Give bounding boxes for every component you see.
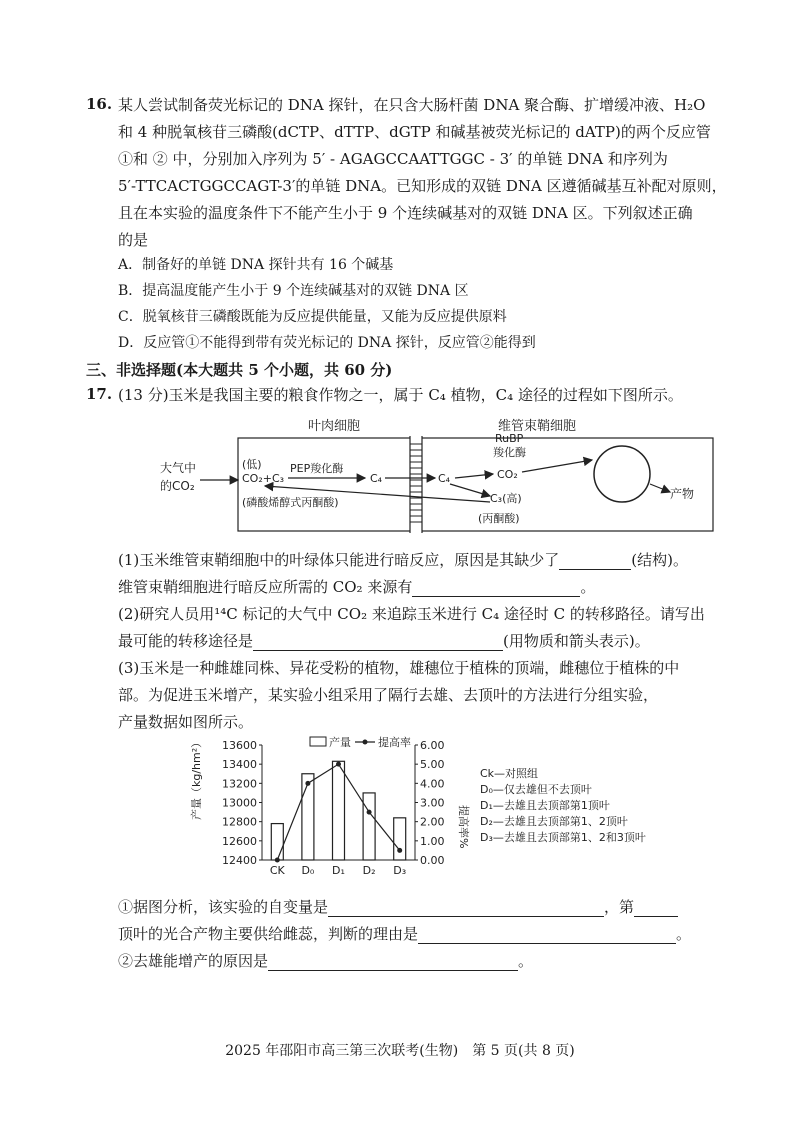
- answer-blank-independent-variable[interactable]: [328, 902, 604, 917]
- label-co2-right: CO₂: [497, 468, 518, 481]
- answer-blank-structure[interactable]: [559, 555, 631, 570]
- chart-note-1: D₀—仅去雄但不去顶叶: [480, 783, 592, 796]
- q16-option-c: C．脱氧核苷三磷酸既能为反应提供能量，又能为反应提供原料: [118, 309, 507, 325]
- membrane-gap: [410, 436, 422, 533]
- arrow-c4-to-c3: [450, 484, 490, 496]
- q17-q1-text-d: 。: [676, 925, 692, 943]
- bar-2: [333, 761, 345, 860]
- rate-point-4: [397, 848, 402, 853]
- q17-intro: (13 分)玉米是我国主要的粮食作物之一，属于 C₄ 植物，C₄ 途径的过程如下图所示。: [118, 386, 683, 404]
- label-rubp: RuBP: [495, 432, 524, 445]
- q17-part3-q1-line1: [118, 897, 678, 917]
- arrow-to-product: [650, 484, 670, 492]
- q17-part1-line2: [118, 577, 595, 597]
- x-tick-label: D₃: [393, 864, 407, 877]
- y-tick-label-right: 4.00: [420, 777, 445, 791]
- y-tick-label-right: 0.00: [420, 854, 445, 867]
- chart-note-0: Ck—对照组: [480, 767, 539, 780]
- q17-part3-q1-line2: [118, 924, 691, 944]
- cell-boundary-box: [238, 438, 713, 531]
- y-tick-label-right: 6.00: [420, 739, 445, 752]
- x-tick-label: D₀: [301, 864, 315, 877]
- y-tick-label-left: 13400: [222, 758, 257, 772]
- y-tick-label-left: 12600: [222, 834, 257, 848]
- q16-option-a: A．制备好的单链 DNA 探针共有 16 个碱基: [118, 257, 394, 273]
- q17-part1-text-b: (结构)。: [631, 551, 688, 569]
- rate-point-3: [367, 810, 372, 815]
- y-axis-label-right: 提高率%: [457, 805, 470, 849]
- y-tick-label-left: 13000: [222, 796, 257, 810]
- q17-part3-q2-line: [118, 951, 533, 971]
- question-17-number: 17.: [86, 385, 113, 403]
- q17-q1-text-b: ，第: [604, 898, 635, 916]
- legend-line-marker: [363, 740, 368, 745]
- q16-option-b: B．提高温度能产生小于 9 个连续碱基对的双链 DNA 区: [118, 283, 469, 299]
- label-pyruvate: (丙酮酸): [478, 512, 520, 525]
- x-tick-label: D₁: [332, 864, 345, 877]
- rate-point-1: [305, 781, 310, 786]
- label-c4-right: C₄: [438, 472, 451, 485]
- y-tick-label-right: 5.00: [420, 758, 445, 772]
- q17-part2-line2: [118, 631, 650, 651]
- section-three-heading: 三、非选择题(本大题共 5 个小题，共 60 分): [86, 361, 393, 379]
- rate-point-0: [275, 858, 280, 863]
- air-co2-line1: 大气中: [160, 461, 197, 475]
- answer-blank-leaf-number[interactable]: [634, 902, 678, 917]
- q17-part1-line1: [118, 550, 688, 570]
- label-product: 产物: [670, 487, 695, 501]
- q17-part2-text-b: 最可能的转移途径是: [118, 632, 254, 650]
- q17-part1-text-a: (1)玉米维管束鞘细胞中的叶绿体只能进行暗反应，原因是其缺少了: [118, 551, 560, 569]
- label-bundle-sheath-cell: 维管束鞘细胞: [498, 419, 577, 434]
- q16-stem-line-3: ①和 ② 中，分别加入序列为 5′ - AGAGCCAATTGGC - 3′ 的单链 DNA 和序列为: [118, 150, 668, 168]
- y-tick-label-left: 13200: [222, 777, 257, 791]
- q16-stem-line-4: 5′-TTCACTGGCCAGT-3′的单链 DNA。已知形成的双链 DNA 区遵循碱基互补配对原则，: [118, 177, 727, 195]
- answer-blank-transfer-path[interactable]: [253, 636, 503, 651]
- legend-bar-swatch: [310, 737, 326, 746]
- arrow-c4-to-co2: [455, 474, 493, 478]
- q16-stem-line-6: 的是: [118, 231, 149, 249]
- label-pep-carboxylase: PEP羧化酶: [290, 462, 344, 475]
- label-mesophyll-cell: 叶肉细胞: [308, 419, 361, 434]
- air-co2-line2: 的CO₂: [160, 479, 195, 493]
- calvin-cycle-circle: [594, 446, 650, 502]
- answer-blank-emasculation-reason[interactable]: [268, 956, 518, 971]
- chart-note-3: D₂—去雄且去顶部第1、2顶叶: [480, 815, 628, 828]
- label-c4-left: C₄: [370, 472, 383, 485]
- rate-point-2: [336, 762, 341, 767]
- label-c3-high: C₃(高): [490, 492, 522, 505]
- q17-q2-text-b: 。: [518, 952, 534, 970]
- q17-part2-line1: (2)研究人员用¹⁴C 标记的大气中 CO₂ 来追踪玉米进行 C₄ 途径时 C 的转移路径。请写出: [118, 605, 705, 623]
- chart-layer: [189, 735, 646, 877]
- x-tick-label: CK: [269, 864, 285, 877]
- legend-bar-label: 产量: [329, 736, 351, 749]
- legend-line-label: 提高率: [378, 736, 411, 749]
- page-footer: 2025 年邵阳市高三第三次联考(生物) 第 5 页(共 8 页): [225, 1043, 575, 1059]
- y-tick-label-left: 12800: [222, 815, 257, 829]
- chart-note-2: D₁—去雄且去顶部第1顶叶: [480, 799, 610, 812]
- bar-0: [271, 824, 283, 860]
- q16-option-d: D．反应管①不能得到带有荧光标记的 DNA 探针，反应管②能得到: [118, 335, 536, 351]
- q17-part1-text-c: 维管束鞘细胞进行暗反应所需的 CO₂ 来源有: [118, 578, 413, 596]
- y-axis-label-left: 产量（kg/hm²）: [190, 736, 203, 820]
- answer-blank-reason[interactable]: [418, 929, 676, 944]
- chart-note-4: D₃—去雄且去顶部第1、2和3顶叶: [480, 831, 646, 844]
- q16-stem-line-5: 且在本实验的温度条件下不能产生小于 9 个连续碱基对的双链 DNA 区。下列叙述正确: [118, 204, 693, 222]
- label-pep-note: (磷酸烯醇式丙酮酸): [242, 496, 339, 509]
- bar-3: [363, 793, 375, 860]
- label-rubp-carboxylase: 羧化酶: [493, 446, 526, 459]
- q16-stem-line-2: 和 4 种脱氧核苷三磷酸(dCTP、dTTP、dGTP 和碱基被荧光标记的 dATP)的两个反应管: [118, 123, 711, 141]
- y-tick-label-right: 1.00: [420, 834, 445, 848]
- q17-part2-text-c: (用物质和箭头表示)。: [503, 632, 650, 650]
- q17-part3-line2: 部。为促进玉米增产，某实验小组采用了隔行去雄、去顶叶的方法进行分组实验，: [118, 686, 659, 704]
- q17-q1-text-a: ①据图分析，该实验的自变量是: [118, 898, 329, 916]
- q17-q2-text-a: ②去雄能增产的原因是: [118, 952, 269, 970]
- q16-stem-line-1: 某人尝试制备荧光标记的 DNA 探针，在只含大肠杆菌 DNA 聚合酶、扩增缓冲液、H₂O: [118, 96, 706, 114]
- bar-1: [302, 774, 314, 860]
- label-low: (低): [242, 458, 262, 471]
- label-co2-c3: CO₂+C₃: [242, 472, 285, 485]
- q17-part1-text-d: 。: [580, 578, 596, 596]
- y-tick-label-right: 2.00: [420, 815, 445, 829]
- x-tick-label: D₂: [362, 864, 376, 877]
- q17-q1-text-c: 顶叶的光合产物主要供给雌蕊，判断的理由是: [118, 925, 419, 943]
- arrow-co2-to-cycle: [522, 460, 592, 472]
- answer-blank-co2-source[interactable]: [412, 582, 580, 597]
- y-tick-label-left: 13600: [222, 739, 257, 752]
- yield-chart: [170, 735, 730, 885]
- q17-part3-line1: (3)玉米是一种雌雄同株、异花受粉的植物，雄穗位于植株的顶端，雌穗位于植株的中: [118, 659, 680, 677]
- c4-pathway-diagram: [160, 410, 720, 535]
- q17-part3-line3: 产量数据如图所示。: [118, 713, 254, 731]
- y-tick-label-right: 3.00: [420, 796, 445, 810]
- question-16-number: 16.: [86, 95, 113, 113]
- y-tick-label-left: 12400: [222, 854, 257, 867]
- bar-4: [394, 818, 406, 860]
